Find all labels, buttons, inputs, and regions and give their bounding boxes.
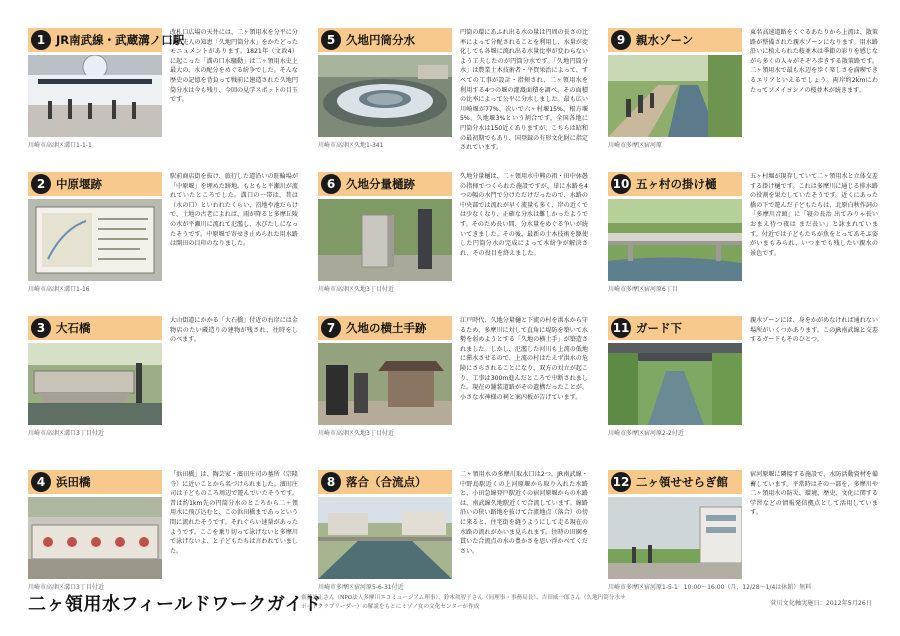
spot-photo bbox=[318, 343, 452, 425]
stone-bridge-photo bbox=[28, 343, 162, 425]
spots-grid bbox=[28, 28, 878, 606]
spot-card bbox=[318, 28, 588, 154]
railway-underpass-photo bbox=[608, 343, 742, 425]
stone-marker-photo bbox=[318, 199, 452, 281]
spot-card bbox=[28, 470, 298, 606]
information-board-photo bbox=[28, 199, 162, 281]
spot-header bbox=[318, 172, 452, 196]
spot-title: 久地の横土手跡 bbox=[346, 321, 427, 335]
spot-number: 8 bbox=[321, 472, 341, 492]
spot-header bbox=[28, 28, 185, 52]
spot-title: 中原堰跡 bbox=[56, 177, 102, 191]
spot-number: 3 bbox=[31, 318, 51, 338]
spot-number: 1 bbox=[31, 30, 51, 50]
spot-location: 川崎市高津区久地1-341 bbox=[318, 142, 384, 149]
spot-card bbox=[318, 172, 588, 298]
spot-card bbox=[608, 28, 878, 154]
spot-photo bbox=[28, 497, 162, 579]
spot-photo bbox=[28, 55, 162, 137]
spot-photo bbox=[608, 497, 742, 579]
guide-title: 二ヶ領用水フィールドワークガイド bbox=[28, 594, 322, 615]
spot-header bbox=[28, 316, 162, 340]
credits: 齋藤光正さん（NPO法人多摩川エコミュージアム理事）、鈴木眞智子さん（同理事・事務局長）、吉田威一郎さん（久地円筒分水サポートクラブリーダー）の解説をもとにミゾノ女の文化センターが作成 bbox=[301, 595, 626, 610]
spot-photo bbox=[608, 343, 742, 425]
spot-location: 川崎市多摩区宿河原1-5-1 10:00〜16:00（月、12/28〜1/4は休館）無料 bbox=[608, 584, 812, 591]
spot-header bbox=[608, 28, 742, 52]
confluence-photo bbox=[318, 497, 452, 579]
spot-title: 大石橋 bbox=[56, 321, 91, 335]
spot-location: 川崎市高津区溝口3丁目付近 bbox=[28, 584, 104, 591]
spot-description: 江戸時代、久地分量樋と下流の村を洪水から守るため、多摩川に対して直角に堤防を築いて水勢を弱めようとする「久地の横土手」が築造されました。しかし、氾濫した河川も上流の低地に滞水させるので、上流の村はたえず洪水の危険にさらされることになり、双方の対立が起こり、工事は300m進んだところで中断されました。現在の舗装道路がその遺構だったことが、小さな水神様の祠と案内板が告げています。 bbox=[460, 317, 588, 401]
spot-photo bbox=[318, 497, 452, 579]
spot-description: 二ヶ領用水の多摩川取水口は2つ。JR南武線・中野島駅近くの上河原堰から取り入れた水路と、小田急線登戸駅近くの宿河原堰からの水路は、南武線久地駅近くで合流しています。線路沿いの狭い路地を抜けて合流地点（落合）の傍に来ると、住宅街を縫うようにして走る現在の水路の流れがかいま見られます。往時の田園を貫いた合流点の水の豊かさを思い浮かべてください。 bbox=[460, 471, 588, 555]
spot-description: 宿河原堰に隣接する施設で、水防活動資材を備蓄しています。平常時はその一部を、多摩川や二ヶ領用水の防災、環境、歴史、文化に関する学習などの情報発信拠点として活用しています。 bbox=[750, 471, 878, 517]
waterside-path-photo bbox=[608, 55, 742, 137]
spot-title: 五ヶ村の掛け樋 bbox=[636, 177, 717, 191]
spot-number: 12 bbox=[611, 472, 631, 492]
spot-location: 川崎市多摩区宿河原5-6-31付近 bbox=[318, 584, 404, 591]
spot-title: JR南武線・武蔵溝ノ口駅 bbox=[56, 33, 185, 47]
spot-card bbox=[28, 172, 298, 298]
spot-number: 10 bbox=[611, 174, 631, 194]
spot-header bbox=[318, 316, 452, 340]
spot-number: 11 bbox=[611, 318, 631, 338]
spot-card bbox=[608, 316, 878, 452]
spot-title: 落合（合流点） bbox=[346, 475, 427, 489]
spot-description: 駅前商店街を抜け、旅行した道沿いの駐輪場が「中原堰」を埋めた跡地。もともと平瀬川が流れていたところでした。溝口の一帯は、昔は（水の口）といわれたくらい、沼地や池だらけで、土地の古老によれば、雨が降ると多摩丘陵の水が平瀬川に流れて氾濫し、水びたしになったそうです。中原堰で寄せき止められた用水路は開田の目印のなりました。 bbox=[170, 173, 298, 248]
spot-location: 川崎市高津区溝口1-16 bbox=[28, 286, 90, 293]
spot-number: 2 bbox=[31, 174, 51, 194]
spot-photo bbox=[28, 343, 162, 425]
spot-location: 川崎市高津区溝口3丁目付近 bbox=[28, 430, 104, 437]
spot-card bbox=[318, 470, 588, 606]
spot-header bbox=[318, 470, 452, 494]
spot-number: 6 bbox=[321, 174, 341, 194]
spot-description: 大山街道にかかる「大石橋」付近の右岸には金物店のたい蔵造りの建物が残され、往時をしのべます。 bbox=[170, 317, 298, 344]
decorated-bridge-photo bbox=[28, 497, 162, 579]
spot-number: 7 bbox=[321, 318, 341, 338]
spot-title: 久地分量樋跡 bbox=[346, 177, 415, 191]
spot-title: 浜田橋 bbox=[56, 475, 91, 489]
spot-number: 9 bbox=[611, 30, 631, 50]
spot-header bbox=[318, 28, 452, 52]
spot-photo bbox=[318, 55, 452, 137]
spot-description: 五ヶ村堀が現存していて二ヶ領用水と立体交差する掛け樋です。これは多摩川に通じる排水路の役割を果たしていたそうです。近くにあった橋の下で遊んだ子どもたちは、北原白秋作詞の「多摩川音頭」に「寝の長治 出てみりゃ長い おまえ待つ夜は まだ長い」と詠まれています。付近では子どもたちが魚をとってあそぶ姿がいまもみられ、いつまでも残したい親水の景色です。 bbox=[750, 173, 878, 257]
spot-photo bbox=[318, 199, 452, 281]
spot-header bbox=[28, 470, 162, 494]
spot-card bbox=[608, 470, 878, 606]
spot-photo bbox=[608, 55, 742, 137]
visitor-center-photo bbox=[608, 497, 742, 579]
spot-location: 川崎市高津区久地3丁目付近 bbox=[318, 286, 394, 293]
station-concourse-photo bbox=[28, 55, 162, 137]
spot-card bbox=[318, 316, 588, 452]
spot-location: 川崎市多摩区宿河原6丁目 bbox=[608, 286, 678, 293]
spot-location: 川崎市多摩区宿河原 bbox=[608, 142, 663, 149]
spot-header bbox=[608, 470, 742, 494]
spot-location: 川崎市高津区久地3丁目付近 bbox=[318, 430, 394, 437]
spot-card bbox=[28, 316, 298, 452]
spot-location: 川崎市高津区溝口1-1-1 bbox=[28, 142, 92, 149]
spot-number: 4 bbox=[31, 472, 51, 492]
spot-card bbox=[608, 172, 878, 298]
spot-photo bbox=[28, 199, 162, 281]
spot-description: 改札口広場の天井には、二ヶ領用水を分平に分けた先人の知恵「久地円筒分水」をかたどったモニュメントがあります。1821年（文政4）に起こった「溝の口水騒動」は二ヶ領用水史上最大の、水の配分をめぐる紛争でした。そんな歴史の記憶を背負って戦前に建造された久地円筒分水は今も残り、今回の見学スポットの目玉です。 bbox=[170, 29, 298, 104]
spot-title: 二ヶ領せせらぎ館 bbox=[636, 475, 728, 489]
spot-title: 久地円筒分水 bbox=[346, 33, 415, 47]
spot-description: 久地分量樋は、二ヶ領用水中興の祖・田中休愚の指揮でつくられた施設ですが、単に水路を4つの幅の水門で分けただけだったので、水路の中央部では流れが早く流量も多く、岸の近くでは少なくなり、正確な分水は難しかったようです。そのため長い間、分水量をめぐる争いが続いてきました。その後、最新の土木技術を駆使した円筒分水の完成によって水紛争が解決され、その役目を終えました。 bbox=[460, 173, 588, 257]
spot-number: 5 bbox=[321, 30, 341, 50]
spot-description: 親水ゾーンには、身をかがめなければ通れない場所がいくつかあります。このJR南武線と交差するガードもそのひとつ。 bbox=[750, 317, 878, 344]
spot-header bbox=[608, 172, 742, 196]
spot-title: 親水ゾーン bbox=[636, 33, 694, 47]
publish-date: 菅川文化軸実施日：2012年5月26日 bbox=[770, 600, 872, 607]
spot-description: 東名高速道路をくぐるあたりから上流は、散策路が整備された親水ゾーンになります。用水路沿いに植えられた桜並木は季節の彩りを感じながら多くの人々がそぞろ歩きする散策路です。二ヶ領用水で最も水辺を歩く楽しさを満喫できるエリアといえるでしょう。両岸約2kmにわたってソメイヨシノの桜並木が続きます。 bbox=[750, 29, 878, 94]
aqueduct-crossing-photo bbox=[608, 199, 742, 281]
spot-location: 川崎市多摩区宿河原2-2付近 bbox=[608, 430, 684, 437]
spot-card bbox=[28, 28, 298, 154]
spot-header bbox=[608, 316, 742, 340]
cylindrical-weir-photo bbox=[318, 55, 452, 137]
spot-header bbox=[28, 172, 162, 196]
spot-title: ガード下 bbox=[636, 321, 682, 335]
shrine-photo bbox=[318, 343, 452, 425]
spot-description: 「浜田橋」は、陶芸家・濱田庄司の墓所（宗隆寺）に近いことから名づけられました。濱田庄司は子どものころ周辺で遊んでいたそうです。昔は約1km先の円筒分水のところから二ヶ領用水に飛び込むと、この浜田橋まであっという間に流れたそうです。それぐらい速量があったようです。ここを乗り切って泳げないと多摩川で泳げないよ、と子どもたちは言われていました。 bbox=[170, 471, 298, 555]
spot-photo bbox=[608, 199, 742, 281]
spot-description: 円筒の環にあふれ出る水の量は円周の長さの比率によって分配されることを利用し、水量が変化しても各堰に流れ出る水量比率が変わらないよう工夫したのが円筒分水です。「久地円筒分水」は農業土木技術者・平賀栄治によって、すべての工事が設計・指揮され、二ヶ領用水を利用する4つの堰の灌漑面積を調べ、その面積の比率によって公平に分水しました。最も広い川崎堰が77%、次いで六ヶ村堰15%、根方堰5%、久地堰3%という割合です。全国各地に円筒分水は150近くありますが、こちらは昭和の最初期でもあり、国登録の有形文化財に指定されています。 bbox=[460, 29, 588, 152]
